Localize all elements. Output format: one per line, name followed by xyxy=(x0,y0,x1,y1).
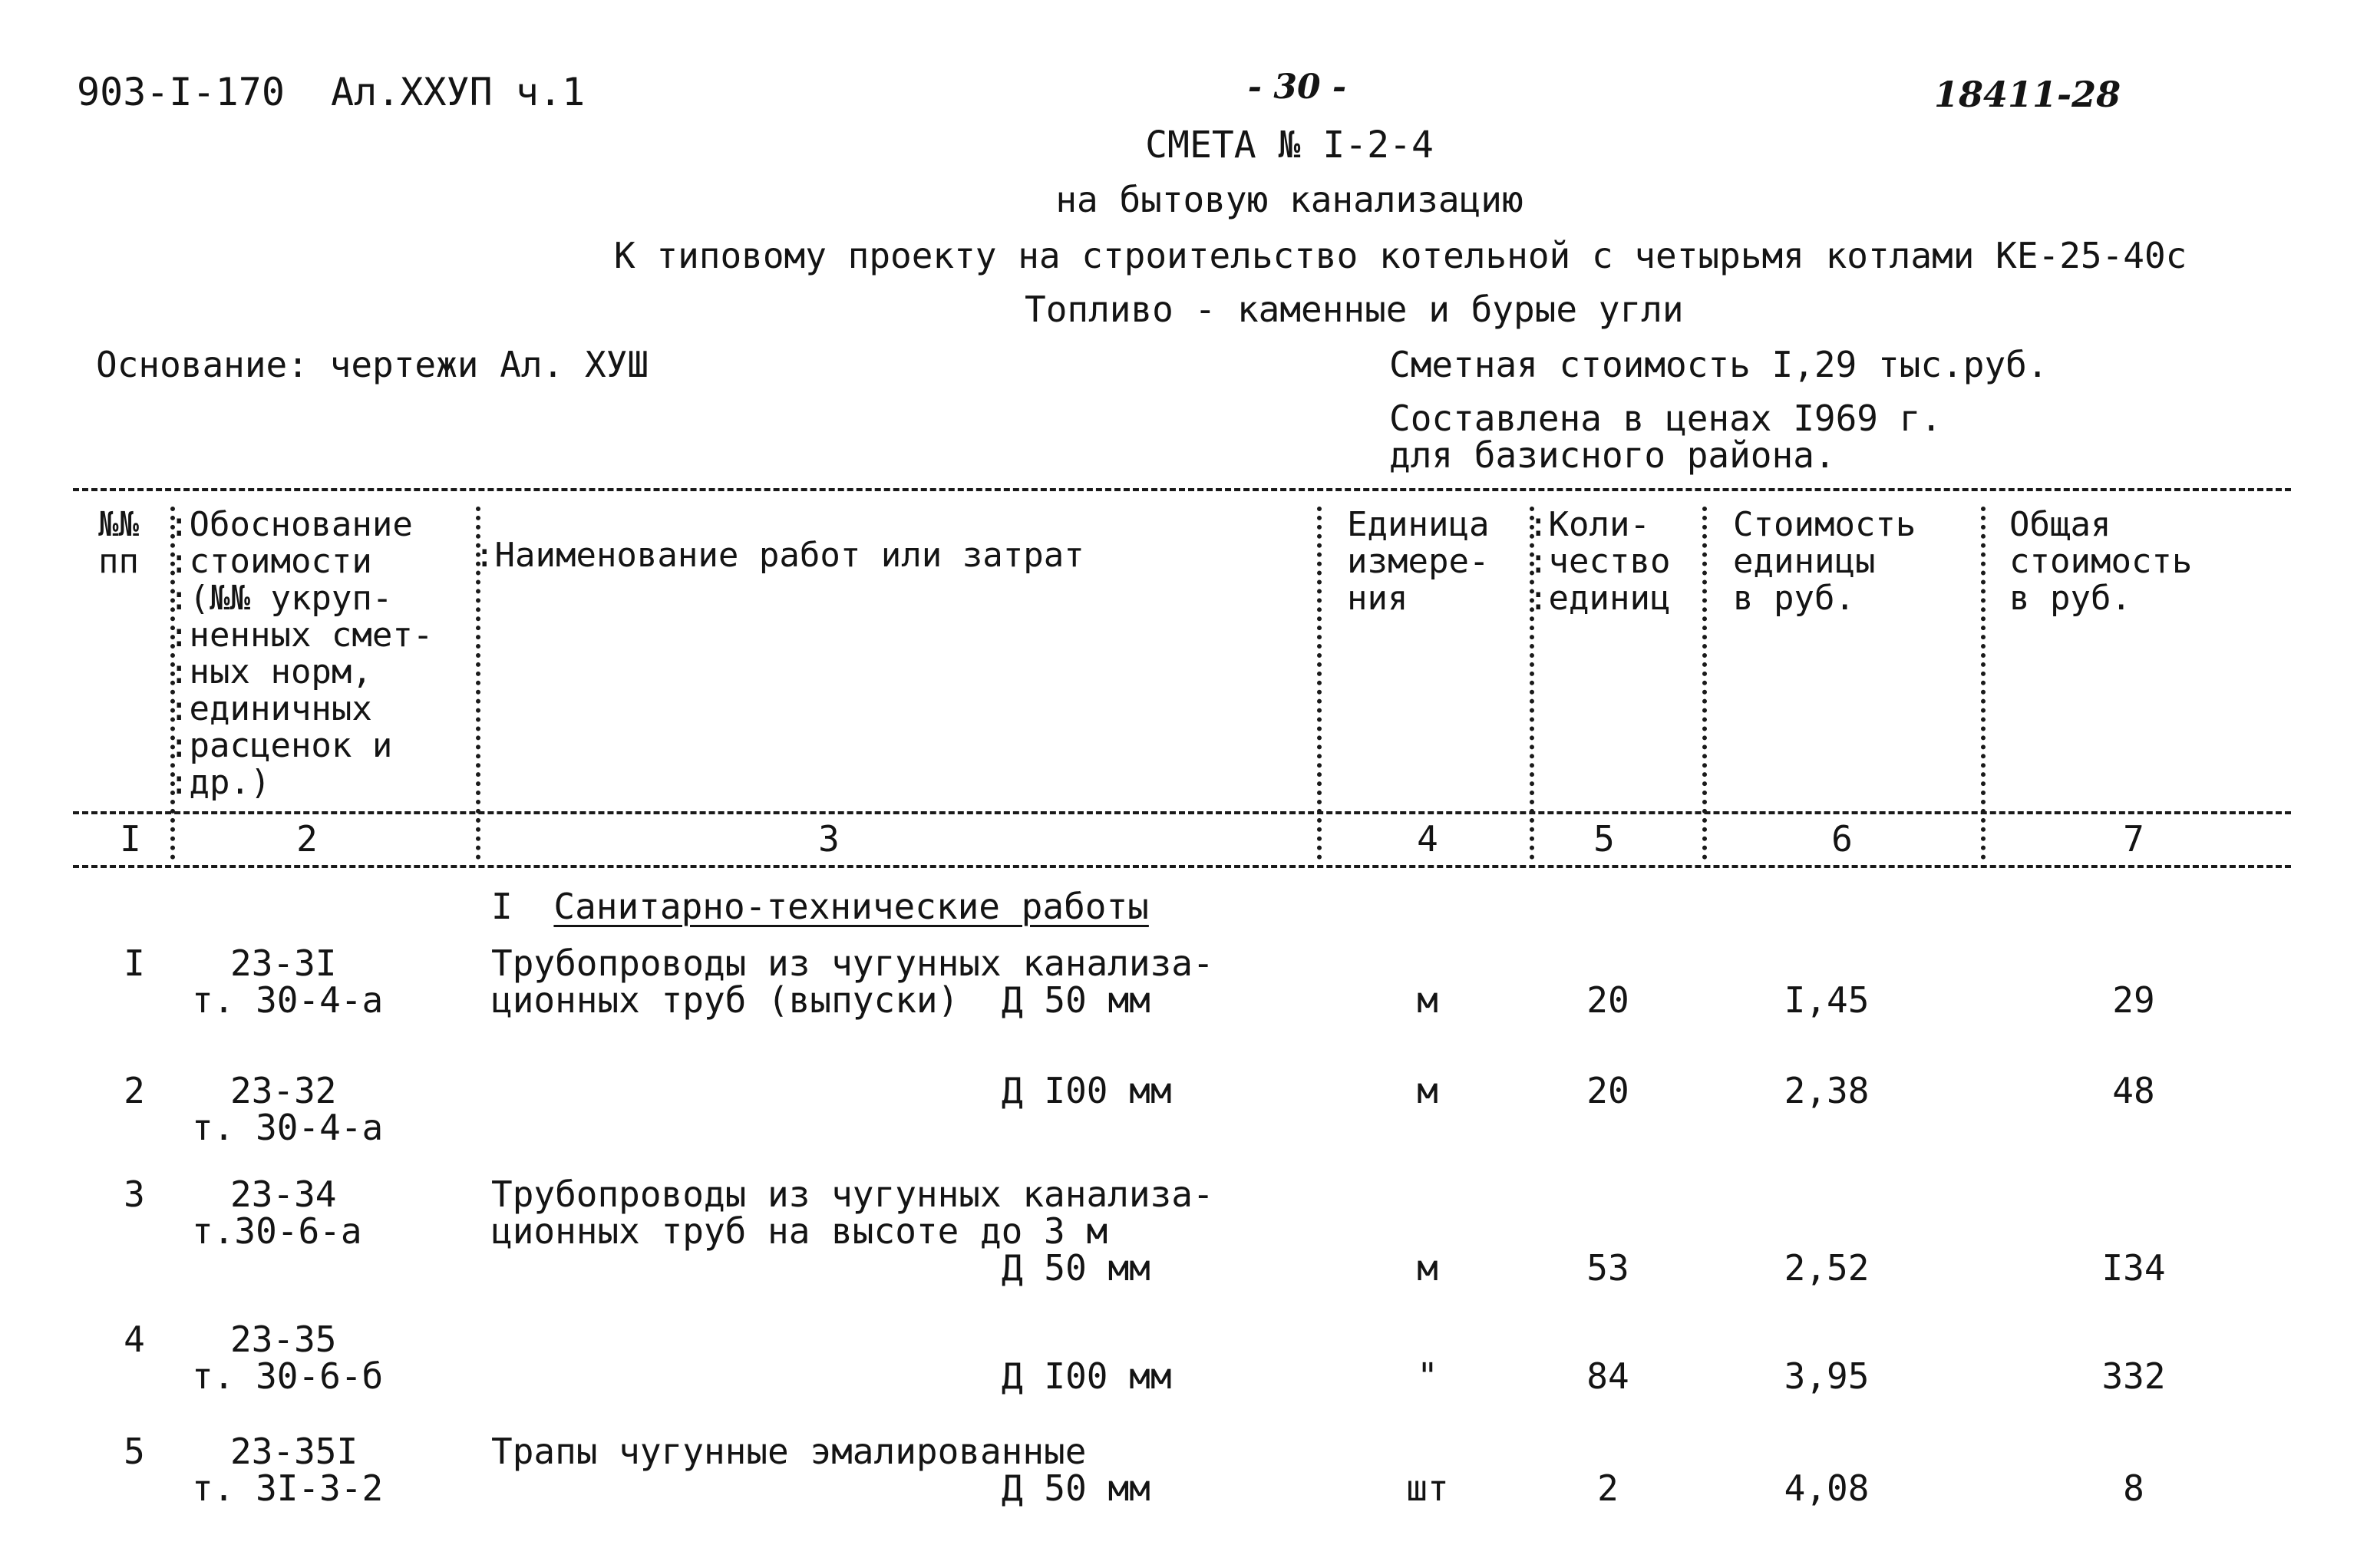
row-quantity: 20 xyxy=(1586,979,1629,1021)
basis-line: Основание: чертежи Ал. ХУШ xyxy=(96,344,649,385)
page-title: СМЕТА № I-2-4 xyxy=(1145,124,1434,167)
col-number: 7 xyxy=(2123,818,2144,860)
column-separator xyxy=(1317,507,1322,860)
col-number: 2 xyxy=(296,818,318,860)
row-unit-price: 2,38 xyxy=(1784,1070,1870,1111)
album-ref: Ал.XXУП ч.1 xyxy=(331,70,586,114)
row-unit: м xyxy=(1417,1070,1438,1111)
row-unit: м xyxy=(1417,979,1438,1021)
col-number: 3 xyxy=(818,818,840,860)
doc-code xyxy=(77,70,586,114)
column-separator xyxy=(1702,507,1707,860)
row-description: Трубопроводы из чугунных канализа- xyxy=(491,1174,1214,1215)
col-number: 4 xyxy=(1417,818,1438,860)
row-code: 23-3I xyxy=(230,942,337,984)
row-number: 5 xyxy=(124,1431,145,1472)
col-header-unit: Единица измере- ния xyxy=(1347,505,1490,618)
row-quantity: 20 xyxy=(1586,1070,1629,1111)
row-total: 332 xyxy=(2101,1355,2166,1397)
row-unit-price: 2,52 xyxy=(1784,1247,1870,1289)
row-total: 48 xyxy=(2112,1070,2155,1111)
row-description: Трапы чугунные эмалированные xyxy=(491,1431,1087,1472)
col-header-quantity: :Коли- :чество :единиц xyxy=(1528,505,1671,618)
prices-line-1: Составлена в ценах I969 г. xyxy=(1389,398,1943,439)
row-diameter: Д I00 мм xyxy=(1002,1070,1172,1111)
page-subtitle: на бытовую канализацию xyxy=(1055,179,1523,220)
row-code-table: т. 30-6-б xyxy=(192,1355,384,1397)
row-code: 23-35I xyxy=(230,1431,358,1472)
row-code-table: т. 3I-3-2 xyxy=(192,1467,384,1509)
header-bottom-rule xyxy=(73,811,2291,814)
row-code: 23-32 xyxy=(230,1070,337,1111)
page-number: - 30 - xyxy=(1247,68,1347,107)
row-description: Трубопроводы из чугунных канализа- xyxy=(491,942,1214,984)
row-code-table: т. 30-4-а xyxy=(192,979,384,1021)
col-header-total-cost: Общая стоимость в руб. xyxy=(2009,505,2193,618)
row-code-table: т.30-6-а xyxy=(192,1210,362,1252)
fuel-line: Топливо - каменные и бурые угли xyxy=(1025,289,1684,330)
row-description: ционных труб (выпуски) xyxy=(491,979,959,1021)
row-diameter: Д 50 мм xyxy=(1002,979,1150,1021)
doc-code-right: 18411-28 xyxy=(1934,74,2121,115)
row-code-table: т. 30-4-а xyxy=(192,1107,384,1148)
row-unit: м xyxy=(1417,1247,1438,1289)
row-code: 23-34 xyxy=(230,1174,337,1215)
cost-line: Сметная стоимость I,29 тыс.руб. xyxy=(1389,344,2048,385)
col-header-number: №№ пп xyxy=(98,505,139,581)
col-header-basis: :Обоснование :стоимости :(№№ укруп- :ненных смет- :ных норм, :единичных :расценок и :др.) xyxy=(169,505,434,802)
section-number: I xyxy=(491,886,513,927)
row-total: 8 xyxy=(2123,1467,2144,1509)
row-code: 23-35 xyxy=(230,1319,337,1360)
column-numbers-rule xyxy=(73,865,2291,868)
row-number: 2 xyxy=(124,1070,145,1111)
row-quantity: 53 xyxy=(1586,1247,1629,1289)
section-title: Санитарно-технические работы xyxy=(553,886,1149,927)
row-unit: шт xyxy=(1406,1467,1449,1509)
row-description: ционных труб на высоте до 3 м xyxy=(491,1210,1108,1252)
col-number: I xyxy=(120,818,141,860)
row-diameter: Д 50 мм xyxy=(1002,1467,1150,1509)
col-header-name: :Наименование работ или затрат xyxy=(474,536,1084,575)
row-number: I xyxy=(124,942,145,984)
col-header-unit-cost: Стоимость единицы в руб. xyxy=(1733,505,1916,618)
row-quantity: 84 xyxy=(1586,1355,1629,1397)
col-number: 5 xyxy=(1593,818,1615,860)
project-line: К типовому проекту на строительство котельной с четырьмя котлами КЕ-25-40с xyxy=(614,235,2187,276)
row-diameter: Д 50 мм xyxy=(1002,1247,1150,1289)
row-total: 29 xyxy=(2112,979,2155,1021)
doc-code-left: 903-I-170 xyxy=(77,70,285,114)
column-separator xyxy=(1981,507,1986,860)
row-number: 4 xyxy=(124,1319,145,1360)
row-unit-price: 4,08 xyxy=(1784,1467,1870,1509)
row-unit: " xyxy=(1417,1355,1438,1397)
row-diameter: Д I00 мм xyxy=(1002,1355,1172,1397)
prices-line-2: для базисного района. xyxy=(1389,434,1836,476)
col-number: 6 xyxy=(1831,818,1853,860)
table-top-rule xyxy=(73,488,2291,491)
row-number: 3 xyxy=(124,1174,145,1215)
row-quantity: 2 xyxy=(1597,1467,1619,1509)
row-total: I34 xyxy=(2101,1247,2166,1289)
row-unit-price: I,45 xyxy=(1784,979,1870,1021)
row-unit-price: 3,95 xyxy=(1784,1355,1870,1397)
section-heading xyxy=(491,886,1149,927)
